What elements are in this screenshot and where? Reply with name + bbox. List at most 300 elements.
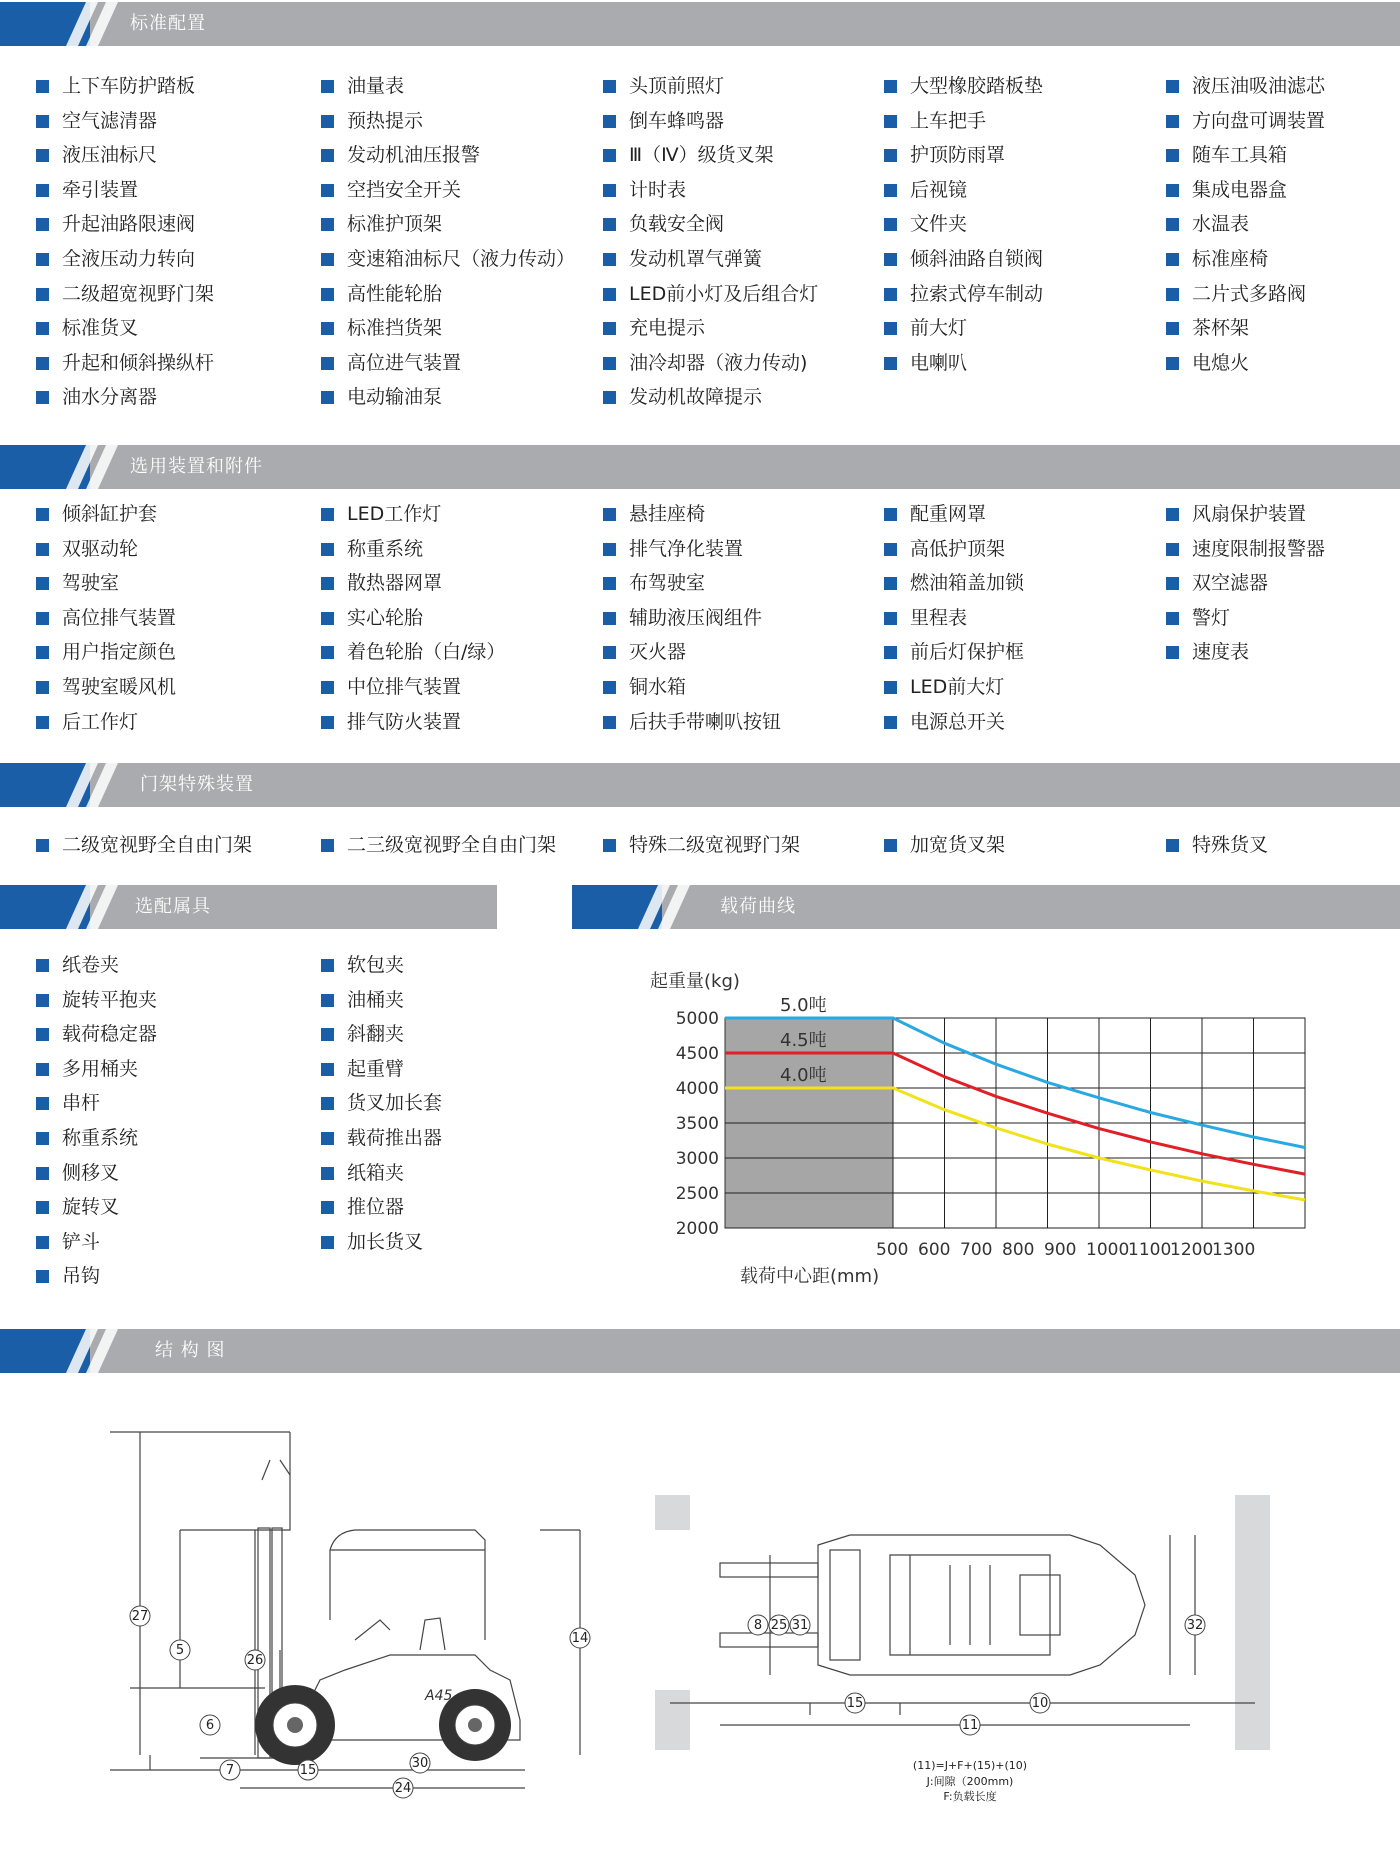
chart-series-label: 4.5吨 [780, 1030, 827, 1051]
bullet-square-icon [884, 716, 897, 729]
list-item: 文件夹 [884, 207, 1043, 242]
svg-text:15: 15 [846, 1696, 864, 1711]
bullet-square-icon [321, 543, 334, 556]
stripes-icon [60, 445, 140, 489]
bullet-square-icon [321, 839, 334, 852]
list-item: 排气净化装置 [603, 532, 781, 567]
stripes-icon [60, 2, 140, 46]
list-item: 铲斗 [36, 1225, 157, 1260]
svg-text:30: 30 [411, 1756, 429, 1771]
bullet-square-icon [36, 1201, 49, 1214]
bullet-square-icon [321, 322, 334, 335]
list-item: 后工作灯 [36, 705, 176, 740]
list-item: 配重网罩 [884, 497, 1024, 532]
bullet-square-icon [884, 646, 897, 659]
svg-text:5: 5 [175, 1643, 185, 1658]
list-item: 倾斜缸护套 [36, 497, 176, 532]
list-item: 标准护顶架 [321, 207, 575, 242]
standard-column [884, 69, 1043, 380]
bullet-square-icon [884, 184, 897, 197]
bullet-square-icon [884, 253, 897, 266]
dimension-label [393, 1778, 413, 1798]
standard-column [603, 69, 818, 415]
bullet-square-icon [321, 1028, 334, 1041]
chart-x-tick-label: 600 [918, 1240, 951, 1260]
bullet-square-icon [36, 681, 49, 694]
chart-y-tick-label: 5000 [675, 1009, 719, 1029]
structure-note-j: J:间隙（200mm) [926, 1775, 1014, 1788]
chart-x-tick-label: 500 [876, 1240, 909, 1260]
list-item: 用户指定颜色 [36, 635, 176, 670]
chart-y-tick-label: 4500 [675, 1044, 719, 1064]
list-item: 标准座椅 [1166, 242, 1325, 277]
chart-series-label: 5.0吨 [780, 995, 827, 1016]
section-title-structure: 结 构 图 [155, 1340, 226, 1361]
chart-y-tick-label: 3500 [675, 1114, 719, 1134]
list-item: 警灯 [1166, 601, 1325, 636]
bullet-square-icon [884, 839, 897, 852]
stripes-icon [60, 1329, 140, 1373]
list-item: 上下车防护踏板 [36, 69, 214, 104]
bullet-square-icon [36, 357, 49, 370]
list-item: 液压油标尺 [36, 138, 214, 173]
bullet-square-icon [603, 184, 616, 197]
list-item: 速度限制报警器 [1166, 532, 1325, 567]
list-item: 风扇保护装置 [1166, 497, 1325, 532]
bullet-square-icon [603, 218, 616, 231]
list-item: Ⅲ（Ⅳ）级货叉架 [603, 138, 818, 173]
bullet-square-icon [603, 612, 616, 625]
list-item: 升起油路限速阀 [36, 207, 214, 242]
section-title-standard: 标准配置 [130, 13, 206, 34]
standard-column [1166, 69, 1325, 380]
list-item: 称重系统 [321, 532, 505, 567]
bullet-square-icon [1166, 184, 1179, 197]
bullet-square-icon [603, 646, 616, 659]
list-item: 灭火器 [603, 635, 781, 670]
bullet-square-icon [36, 508, 49, 521]
stripes-icon [60, 885, 140, 929]
list-item: 货叉加长套 [321, 1086, 442, 1121]
list-item: 电动输油泵 [321, 380, 575, 415]
chart-y-tick-label: 2500 [675, 1184, 719, 1204]
bullet-square-icon [884, 681, 897, 694]
svg-text:31: 31 [791, 1618, 809, 1633]
list-item: 侧移叉 [36, 1156, 157, 1191]
list-item: 纸卷夹 [36, 948, 157, 983]
list-item: 发动机罩气弹簧 [603, 242, 818, 277]
list-item: 特殊二级宽视野门架 [603, 828, 800, 863]
list-item: 二级宽视野全自由门架 [36, 828, 252, 863]
bullet-square-icon [1166, 80, 1179, 93]
section-bar-standard [0, 2, 1400, 46]
list-item: LED前大灯 [884, 670, 1024, 705]
bullet-square-icon [36, 391, 49, 404]
list-item: 布驾驶室 [603, 566, 781, 601]
list-item: 驾驶室暖风机 [36, 670, 176, 705]
bullet-square-icon [36, 716, 49, 729]
standard-column [36, 69, 214, 415]
list-item: 加宽货叉架 [884, 828, 1005, 863]
chart-y-tick-label: 3000 [675, 1149, 719, 1169]
list-item: 铜水箱 [603, 670, 781, 705]
dimension-label [769, 1615, 789, 1635]
list-item: 充电提示 [603, 311, 818, 346]
chart-x-tick-label: 1200 [1170, 1240, 1214, 1260]
list-item: 加长货叉 [321, 1225, 442, 1260]
list-item: 头顶前照灯 [603, 69, 818, 104]
list-item: 辅助液压阀组件 [603, 601, 781, 636]
bullet-square-icon [321, 253, 334, 266]
bullet-square-icon [36, 543, 49, 556]
list-item: 集成电器盒 [1166, 173, 1325, 208]
bullet-square-icon [321, 959, 334, 972]
list-item: 多用桶夹 [36, 1052, 157, 1087]
bullet-square-icon [884, 577, 897, 590]
list-item: 油冷却器（液力传动) [603, 346, 818, 381]
bullet-square-icon [36, 115, 49, 128]
bullet-square-icon [321, 288, 334, 301]
svg-text:32: 32 [1186, 1618, 1204, 1633]
list-item: 标准挡货架 [321, 311, 575, 346]
list-item: 二级超宽视野门架 [36, 277, 214, 312]
svg-text:11: 11 [961, 1718, 979, 1733]
bullet-square-icon [321, 184, 334, 197]
wheel-icon [255, 1685, 335, 1765]
list-item: 排气防火装置 [321, 705, 505, 740]
bullet-square-icon [603, 253, 616, 266]
bullet-square-icon [321, 1132, 334, 1145]
optional-column [603, 497, 781, 739]
list-item: LED前小灯及后组合灯 [603, 277, 818, 312]
chart-x-tick-label: 700 [960, 1240, 993, 1260]
bullet-square-icon [321, 612, 334, 625]
svg-text:27: 27 [131, 1609, 149, 1624]
bullet-square-icon [884, 149, 897, 162]
chart-xlabel: 载荷中心距(mm) [740, 1266, 880, 1287]
bullet-square-icon [36, 184, 49, 197]
bullet-square-icon [36, 1063, 49, 1076]
list-item: 实心轮胎 [321, 601, 505, 636]
list-item: 高位排气装置 [36, 601, 176, 636]
bullet-square-icon [603, 115, 616, 128]
section-bar-optional [0, 445, 1400, 489]
bullet-square-icon [884, 288, 897, 301]
bullet-square-icon [884, 322, 897, 335]
bullet-square-icon [603, 80, 616, 93]
bullet-square-icon [321, 716, 334, 729]
list-item: 牵引装置 [36, 173, 214, 208]
list-item: 起重臂 [321, 1052, 442, 1087]
bullet-square-icon [36, 646, 49, 659]
forklift-side-view [80, 1420, 640, 1800]
list-item: 水温表 [1166, 207, 1325, 242]
dimension-label [130, 1606, 150, 1626]
optional-column [1166, 497, 1325, 670]
bullet-square-icon [884, 218, 897, 231]
attachments-column [321, 948, 442, 1259]
dimension-label [170, 1640, 190, 1660]
bullet-square-icon [36, 322, 49, 335]
list-item: 里程表 [884, 601, 1024, 636]
list-item: 大型橡胶踏板垫 [884, 69, 1043, 104]
svg-text:10: 10 [1031, 1696, 1049, 1711]
svg-text:25: 25 [770, 1618, 788, 1633]
bullet-square-icon [321, 80, 334, 93]
optional-list [36, 497, 1400, 747]
list-item: 称重系统 [36, 1121, 157, 1156]
list-item: 发动机油压报警 [321, 138, 575, 173]
bullet-square-icon [884, 115, 897, 128]
load-curve-chart [640, 960, 1340, 1300]
svg-text:8: 8 [753, 1618, 763, 1633]
dimension-label [298, 1760, 318, 1780]
bullet-square-icon [1166, 839, 1179, 852]
list-item: 载荷推出器 [321, 1121, 442, 1156]
list-item: 高性能轮胎 [321, 277, 575, 312]
bullet-square-icon [1166, 577, 1179, 590]
standard-list [36, 69, 1400, 419]
bullet-square-icon [603, 149, 616, 162]
dimension-label [960, 1715, 980, 1735]
list-item: 前后灯保护框 [884, 635, 1024, 670]
list-item: 斜翻夹 [321, 1017, 442, 1052]
chart-x-tick-label: 1000 [1086, 1240, 1130, 1260]
structure-note-f: F:负载长度 [943, 1790, 997, 1803]
list-item: 拉索式停车制动 [884, 277, 1043, 312]
list-item: 护顶防雨罩 [884, 138, 1043, 173]
list-item: 纸箱夹 [321, 1156, 442, 1191]
dimension-label [200, 1715, 220, 1735]
bullet-square-icon [603, 543, 616, 556]
section-bar-load-curve [572, 885, 1400, 929]
chart-y-tick-label: 4000 [675, 1079, 719, 1099]
chart-y-tick-label: 2000 [675, 1219, 719, 1239]
list-item: 推位器 [321, 1190, 442, 1225]
bullet-square-icon [36, 253, 49, 266]
bullet-square-icon [603, 322, 616, 335]
optional-column [36, 497, 176, 739]
list-item: 吊钩 [36, 1259, 157, 1294]
bullet-square-icon [36, 1236, 49, 1249]
bullet-square-icon [321, 681, 334, 694]
dimension-label [570, 1628, 590, 1648]
bullet-square-icon [321, 218, 334, 231]
list-item: 空挡安全开关 [321, 173, 575, 208]
bullet-square-icon [603, 391, 616, 404]
bullet-square-icon [36, 959, 49, 972]
list-item: 上车把手 [884, 104, 1043, 139]
list-item: 软包夹 [321, 948, 442, 983]
bullet-square-icon [1166, 646, 1179, 659]
list-item: 中位排气装置 [321, 670, 505, 705]
bullet-square-icon [1166, 543, 1179, 556]
chart-x-tick-label: 1100 [1128, 1240, 1172, 1260]
list-item: 二片式多路阀 [1166, 277, 1325, 312]
bullet-square-icon [884, 612, 897, 625]
svg-text:26: 26 [246, 1653, 264, 1668]
svg-text:7: 7 [225, 1763, 235, 1778]
list-item: 高位进气装置 [321, 346, 575, 381]
bullet-square-icon [321, 994, 334, 1007]
list-item: 驾驶室 [36, 566, 176, 601]
list-item: 后视镜 [884, 173, 1043, 208]
bullet-square-icon [321, 1063, 334, 1076]
bullet-square-icon [36, 1270, 49, 1283]
dimension-label [410, 1753, 430, 1773]
list-item: 空气滤清器 [36, 104, 214, 139]
list-item: 变速箱油标尺（液力传动） [321, 242, 575, 277]
bullet-square-icon [36, 288, 49, 301]
section-title-optional: 选用装置和附件 [130, 456, 263, 477]
bullet-square-icon [321, 115, 334, 128]
bullet-square-icon [36, 612, 49, 625]
section-title-load-curve: 载荷曲线 [720, 896, 796, 917]
list-item: 油桶夹 [321, 983, 442, 1018]
bullet-square-icon [1166, 288, 1179, 301]
stripes-icon [632, 885, 712, 929]
optional-column [321, 497, 505, 739]
bullet-square-icon [603, 577, 616, 590]
svg-text:14: 14 [571, 1631, 589, 1646]
svg-text:6: 6 [205, 1718, 215, 1733]
bullet-square-icon [603, 839, 616, 852]
bullet-square-icon [1166, 508, 1179, 521]
bullet-square-icon [884, 357, 897, 370]
bullet-square-icon [36, 994, 49, 1007]
list-item: 标准货叉 [36, 311, 214, 346]
list-item: 电熄火 [1166, 346, 1325, 381]
bullet-square-icon [603, 288, 616, 301]
optional-column [884, 497, 1024, 739]
dimension-label [1185, 1615, 1205, 1635]
bullet-square-icon [321, 357, 334, 370]
attachments-list [36, 948, 556, 1298]
list-item: 油量表 [321, 69, 575, 104]
bullet-square-icon [884, 543, 897, 556]
body-logo: A45 [425, 1688, 453, 1704]
list-item: 计时表 [603, 173, 818, 208]
list-item: 旋转叉 [36, 1190, 157, 1225]
list-item: 双驱动轮 [36, 532, 176, 567]
dimension-label [790, 1615, 810, 1635]
list-item: 电源总开关 [884, 705, 1024, 740]
chart-x-tick-label: 800 [1002, 1240, 1035, 1260]
bullet-square-icon [321, 577, 334, 590]
structure-formula: (11)=J+F+(15)+(10) [912, 1759, 1028, 1772]
list-item: 电喇叭 [884, 346, 1043, 381]
bullet-square-icon [36, 839, 49, 852]
chart-ylabel: 起重量(kg) [650, 971, 740, 992]
chart-series-label: 4.0吨 [780, 1065, 827, 1086]
list-item: 后扶手带喇叭按钮 [603, 705, 781, 740]
bullet-square-icon [321, 149, 334, 162]
bullet-square-icon [1166, 612, 1179, 625]
list-item: 二三级宽视野全自由门架 [321, 828, 556, 863]
dimension-label [1030, 1693, 1050, 1713]
bullet-square-icon [1166, 322, 1179, 335]
list-item: 旋转平抱夹 [36, 983, 157, 1018]
section-title-mast: 门架特殊装置 [140, 774, 254, 795]
stripes-icon [60, 763, 140, 807]
bullet-square-icon [36, 80, 49, 93]
dimension-label [245, 1650, 265, 1670]
svg-text:24: 24 [394, 1781, 412, 1796]
bullet-square-icon [321, 1236, 334, 1249]
bullet-square-icon [1166, 218, 1179, 231]
bullet-square-icon [321, 1167, 334, 1180]
bullet-square-icon [321, 391, 334, 404]
bullet-square-icon [1166, 149, 1179, 162]
list-item: 预热提示 [321, 104, 575, 139]
bullet-square-icon [1166, 357, 1179, 370]
bullet-square-icon [603, 681, 616, 694]
list-item: 特殊货叉 [1166, 828, 1268, 863]
bullet-square-icon [36, 1028, 49, 1041]
list-item: 前大灯 [884, 311, 1043, 346]
list-item: 液压油吸油滤芯 [1166, 69, 1325, 104]
list-item: 串杆 [36, 1086, 157, 1121]
list-item: 方向盘可调装置 [1166, 104, 1325, 139]
chart-x-tick-label: 1300 [1212, 1240, 1256, 1260]
bullet-square-icon [36, 1097, 49, 1110]
list-item: 随车工具箱 [1166, 138, 1325, 173]
list-item: 高低护顶架 [884, 532, 1024, 567]
dimension-label [220, 1760, 240, 1780]
list-item: 着色轮胎（白/绿） [321, 635, 505, 670]
list-item: 发动机故障提示 [603, 380, 818, 415]
list-item: 悬挂座椅 [603, 497, 781, 532]
bullet-square-icon [321, 1201, 334, 1214]
bullet-square-icon [603, 357, 616, 370]
list-item: 升起和倾斜操纵杆 [36, 346, 214, 381]
list-item: 散热器网罩 [321, 566, 505, 601]
list-item: 倒车蜂鸣器 [603, 104, 818, 139]
list-item: 油水分离器 [36, 380, 214, 415]
bullet-square-icon [36, 149, 49, 162]
list-item: 全液压动力转向 [36, 242, 214, 277]
bullet-square-icon [884, 508, 897, 521]
chart-x-tick-label: 900 [1044, 1240, 1077, 1260]
forklift-top-view [650, 1495, 1295, 1845]
section-title-attachments: 选配属具 [135, 896, 211, 917]
list-item: LED工作灯 [321, 497, 505, 532]
section-bar-attachments [0, 885, 497, 929]
section-bar-mast [0, 763, 1400, 807]
bullet-square-icon [603, 716, 616, 729]
dimension-label [748, 1615, 768, 1635]
bullet-square-icon [603, 508, 616, 521]
bullet-square-icon [36, 1132, 49, 1145]
svg-text:15: 15 [299, 1763, 317, 1778]
list-item: 燃油箱盖加锁 [884, 566, 1024, 601]
attachments-column [36, 948, 157, 1294]
bullet-square-icon [321, 646, 334, 659]
standard-column [321, 69, 575, 415]
bullet-square-icon [884, 80, 897, 93]
dimension-label [845, 1693, 865, 1713]
mast-list [36, 828, 1400, 864]
section-bar-structure [0, 1329, 1400, 1373]
list-item: 倾斜油路自锁阀 [884, 242, 1043, 277]
bullet-square-icon [321, 508, 334, 521]
bullet-square-icon [1166, 115, 1179, 128]
bullet-square-icon [321, 1097, 334, 1110]
bullet-square-icon [36, 577, 49, 590]
list-item: 茶杯架 [1166, 311, 1325, 346]
list-item: 载荷稳定器 [36, 1017, 157, 1052]
bullet-square-icon [36, 1167, 49, 1180]
